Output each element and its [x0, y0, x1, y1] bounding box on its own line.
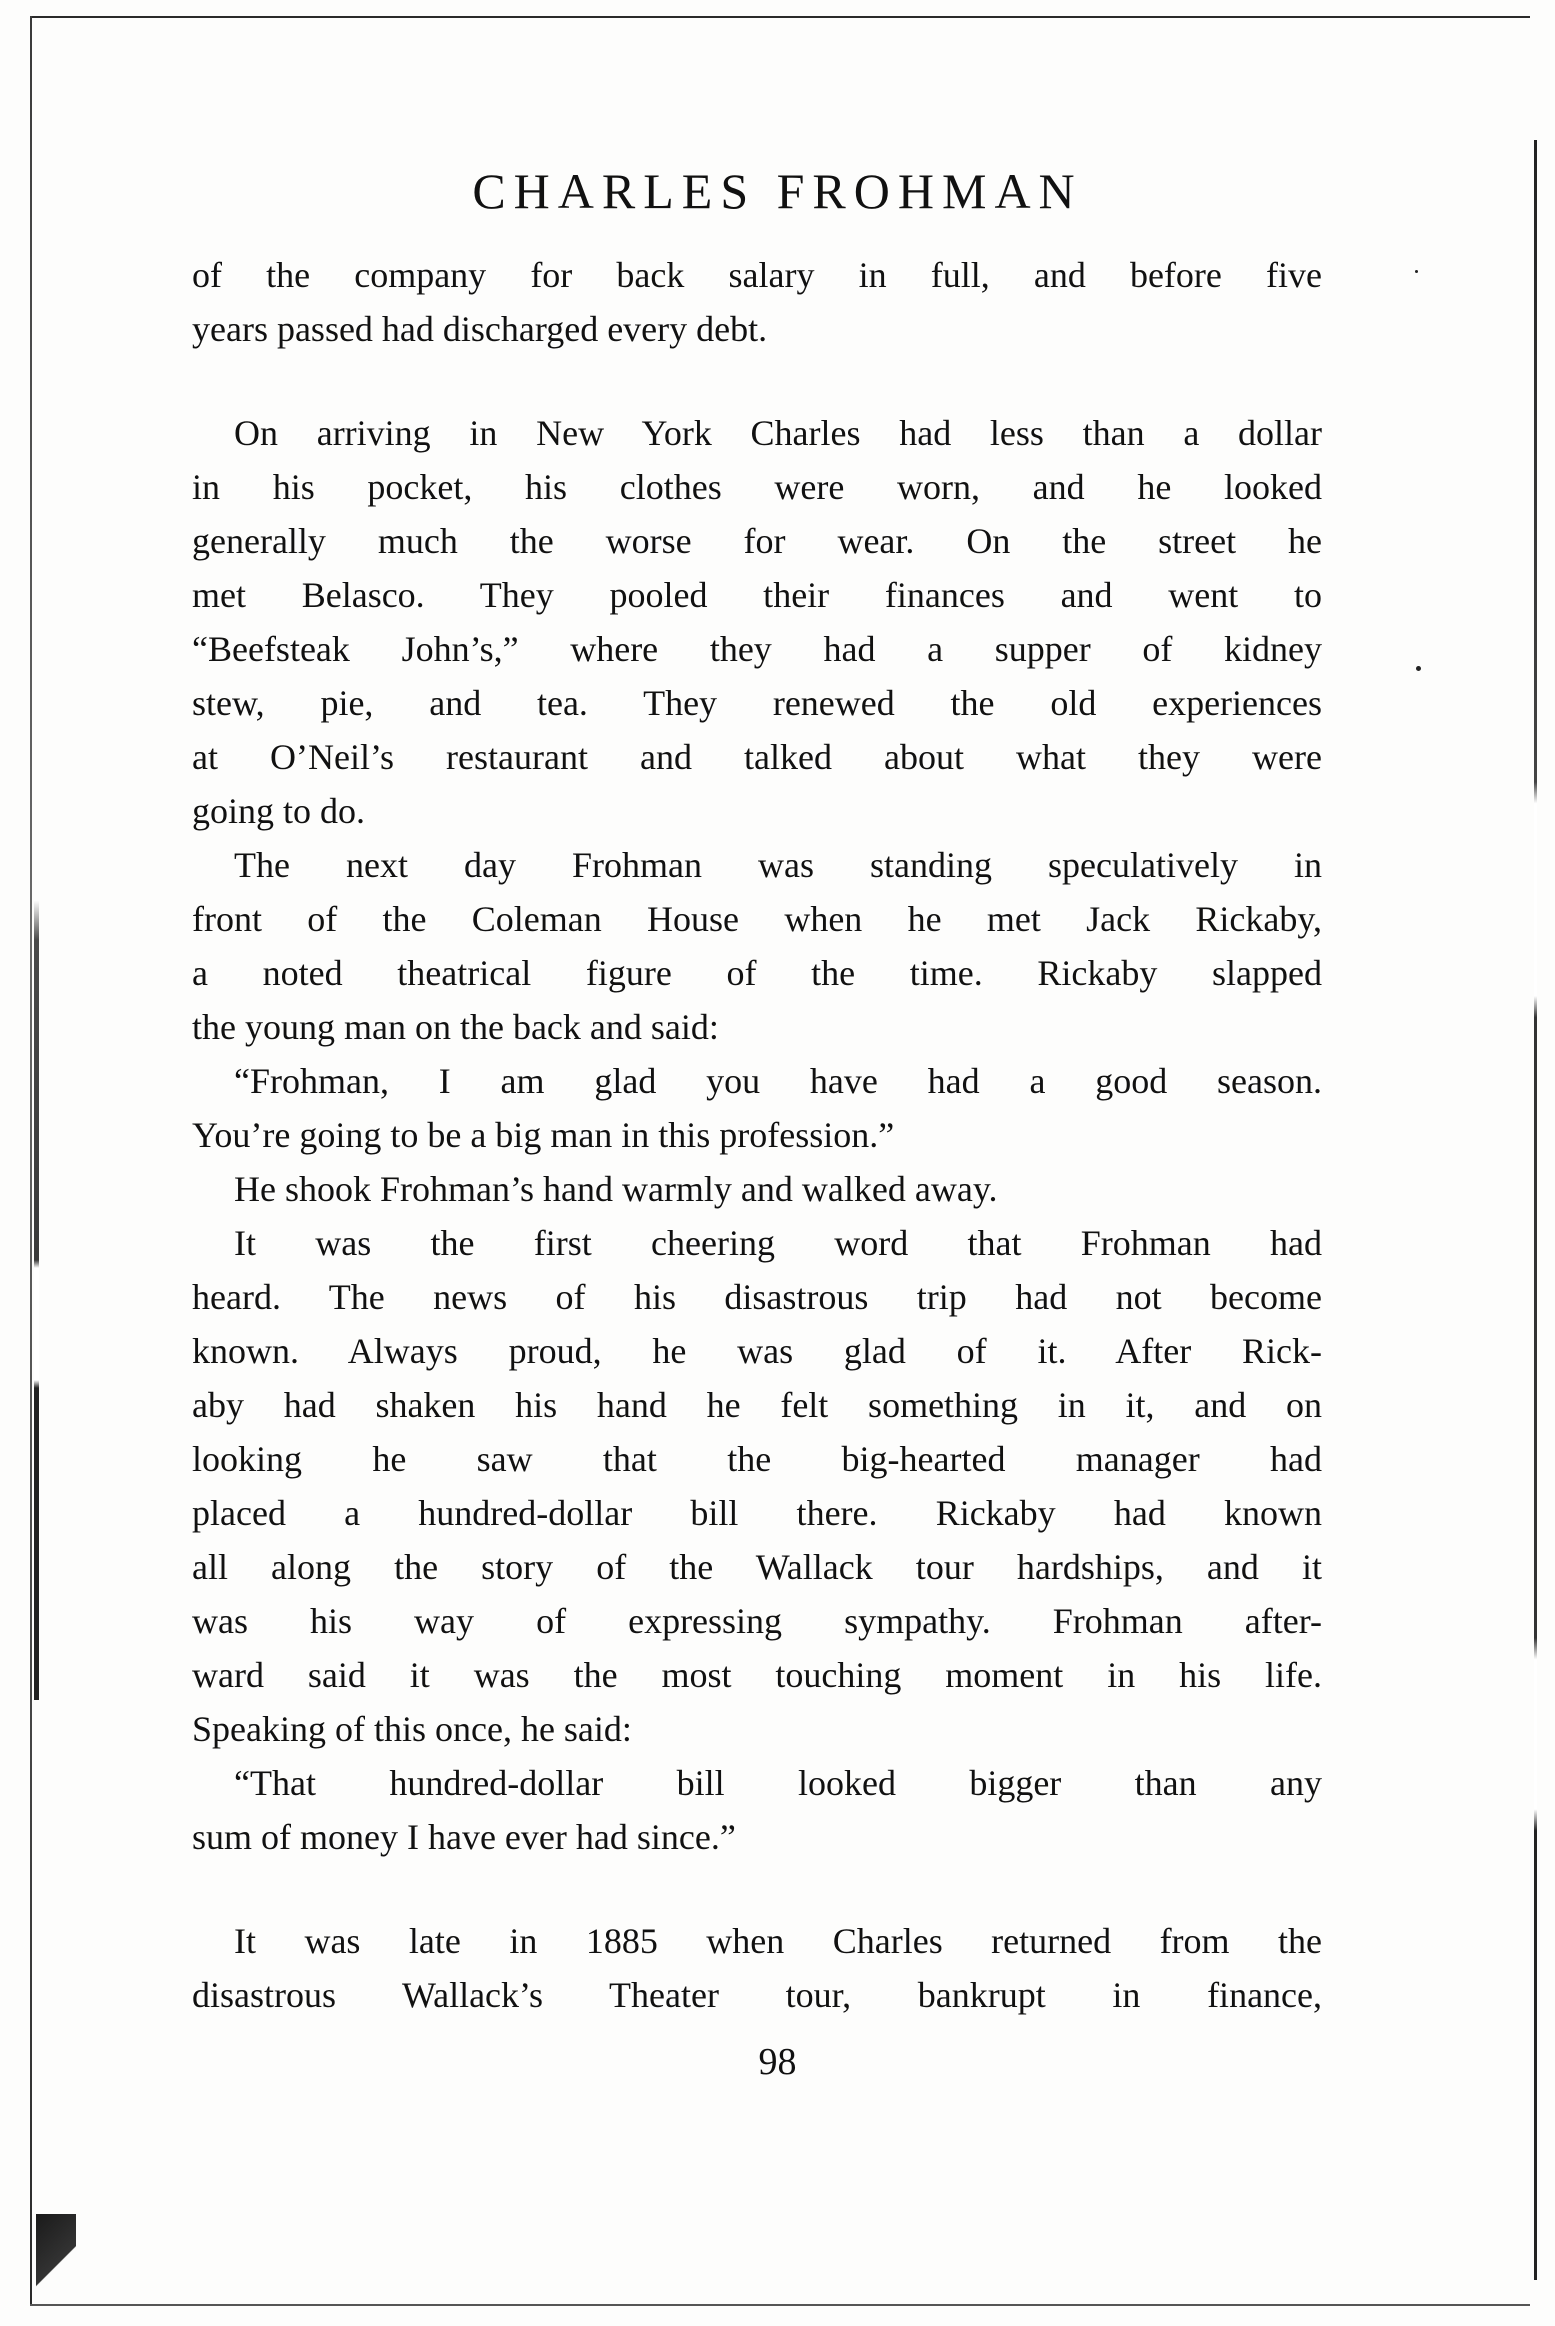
scan-edge-top — [30, 16, 1530, 18]
text-line: ward said it was the most touching moment in his life. — [192, 1655, 1322, 1695]
scan-edge-right — [1534, 140, 1537, 2280]
text-line: The next day Frohman was standing speculatively in — [234, 845, 1322, 885]
text-line: front of the Coleman House when he met Jack Rickaby, — [192, 899, 1322, 939]
scan-edge-left-shadow — [34, 900, 39, 1700]
text-line: at O’Neil’s restaurant and talked about what they were — [192, 737, 1322, 777]
text-line: years passed had discharged every debt. — [192, 309, 768, 349]
text-line: stew, pie, and tea. They renewed the old experiences — [192, 683, 1322, 723]
text-line: It was the first cheering word that Frohman had — [234, 1223, 1322, 1263]
text-line: looking he saw that the big-hearted manager had — [192, 1439, 1322, 1479]
text-line: heard. The news of his disastrous trip had not become — [192, 1277, 1322, 1317]
page-number: 98 — [758, 2041, 797, 2083]
section-break — [192, 1864, 1322, 1914]
text-line: all along the story of the Wallack tour hardships, and it — [192, 1547, 1322, 1587]
text-line: generally much the worse for wear. On the street he — [192, 521, 1322, 561]
scan-speck — [1416, 666, 1421, 671]
section-break — [192, 356, 1322, 406]
text-line: “Frohman, I am glad you have had a good season. — [234, 1061, 1322, 1101]
text-line: of the company for back salary in full, and before five — [192, 255, 1322, 295]
text-line: known. Always proud, he was glad of it. After Rick- — [192, 1331, 1322, 1371]
text-line: sum of money I have ever had since.” — [192, 1817, 736, 1857]
text-line: “Beefsteak John’s,” where they had a supper of kidney — [192, 629, 1322, 669]
text-line: going to do. — [192, 791, 366, 831]
text-line: placed a hundred-dollar bill there. Rickaby had known — [192, 1493, 1322, 1533]
text-line: met Belasco. They pooled their finances and went to — [192, 575, 1322, 615]
text-line: the young man on the back and said: — [192, 1007, 719, 1047]
text-line: a noted theatrical figure of the time. Rickaby slapped — [192, 953, 1322, 993]
body-text — [192, 248, 1322, 2022]
text-line: You’re going to be a big man in this profession.” — [192, 1115, 895, 1155]
text-line: On arriving in New York Charles had less than a dollar — [234, 413, 1322, 453]
text-line: aby had shaken his hand he felt something in it, and on — [192, 1385, 1322, 1425]
text-line: in his pocket, his clothes were worn, and he looked — [192, 467, 1322, 507]
running-head: CHARLES FROHMAN — [472, 163, 1083, 219]
text-line: “That hundred-dollar bill looked bigger than any — [234, 1763, 1322, 1803]
scan-corner-shadow — [36, 2214, 76, 2304]
text-line: Speaking of this once, he said: — [192, 1709, 632, 1749]
text-line: was his way of expressing sympathy. Frohman after- — [192, 1601, 1322, 1641]
text-line: disastrous Wallack’s Theater tour, bankrupt in finance, — [192, 1975, 1322, 2015]
scan-edge-left — [30, 16, 32, 2306]
text-line: It was late in 1885 when Charles returned from the — [234, 1921, 1322, 1961]
scan-speck — [1415, 270, 1418, 273]
text-line: He shook Frohman’s hand warmly and walked away. — [234, 1169, 998, 1209]
scan-edge-bottom — [30, 2304, 1530, 2306]
